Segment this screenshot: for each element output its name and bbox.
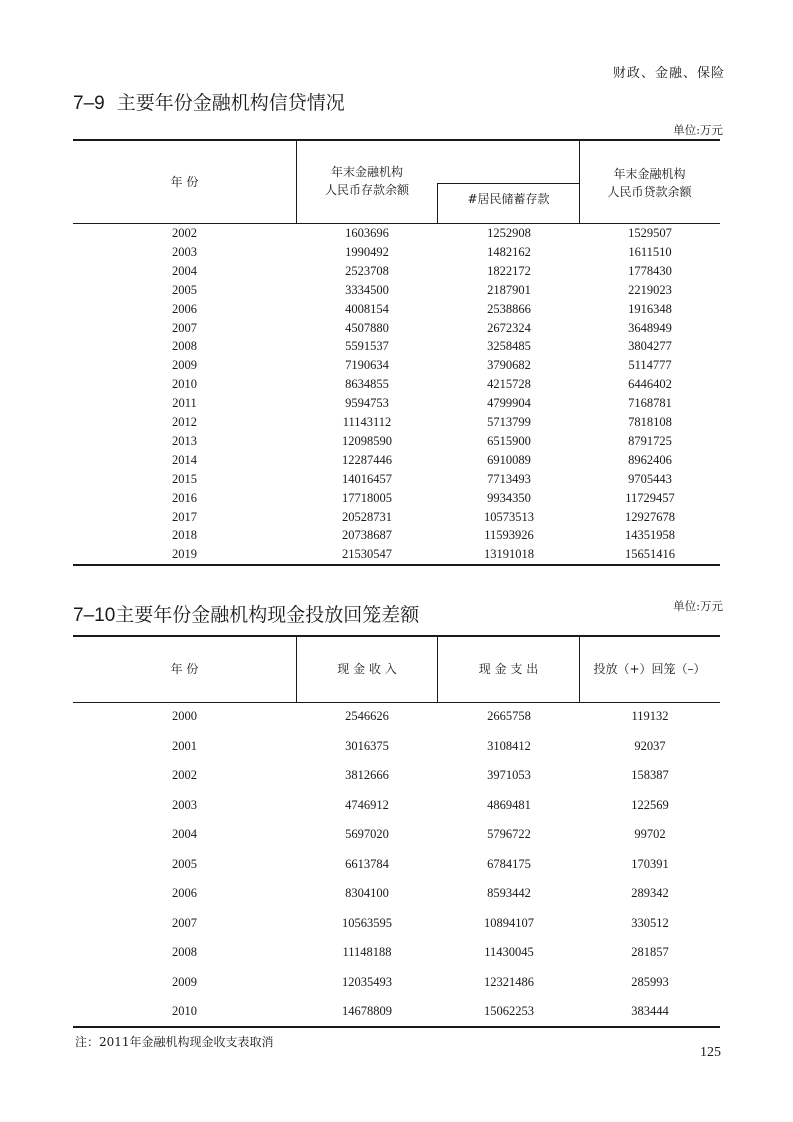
table-cell: 3334500 <box>345 282 389 297</box>
table-row <box>73 798 720 817</box>
table-cell: 8962406 <box>628 452 672 467</box>
table-cell: 17718005 <box>342 490 392 505</box>
table2-number: 7–10 <box>73 605 116 626</box>
table-cell: 281857 <box>631 945 669 959</box>
table-row <box>73 709 720 728</box>
table-cell: 4507880 <box>345 320 389 335</box>
table1-number: 7–9 <box>73 93 105 114</box>
table-cell: 2001 <box>172 738 197 753</box>
table-row <box>73 434 720 453</box>
table-cell: 5713799 <box>487 415 531 429</box>
chapter-header: 财政、金融、保险 <box>612 66 725 81</box>
table-cell: 15062253 <box>484 1004 534 1018</box>
table-row <box>73 264 720 283</box>
table2-unit: 单位:万元 <box>673 599 723 613</box>
table-cell: 12927678 <box>625 509 675 524</box>
table-cell: 2006 <box>172 301 197 316</box>
table-cell: 3108412 <box>487 738 531 753</box>
table-cell: 6910089 <box>487 452 531 467</box>
table-cell: 2008 <box>172 339 197 354</box>
table-cell: 12321486 <box>484 974 534 989</box>
table-cell: 330512 <box>631 915 669 930</box>
table-cell: 1990492 <box>345 244 389 259</box>
table-cell: 4008154 <box>345 301 389 316</box>
table-row <box>73 472 720 491</box>
table-cell: 3804277 <box>628 339 672 354</box>
table-cell: 5697020 <box>345 827 389 841</box>
table-cell: 5591537 <box>345 339 389 354</box>
table-cell: 2018 <box>172 528 197 543</box>
table2-bottom-rule <box>73 1026 720 1028</box>
table-cell: 2000 <box>172 709 197 723</box>
footnote: 注：2011年金融机构现金收支表取消 <box>75 1035 274 1049</box>
table-cell: 2002 <box>172 768 197 782</box>
table-cell: 14351958 <box>625 528 675 543</box>
table-cell: 2005 <box>172 282 197 297</box>
table-cell: 2007 <box>172 320 197 335</box>
table-cell: 2003 <box>172 244 197 259</box>
table-cell: 14016457 <box>342 471 392 486</box>
table-cell: 3648949 <box>628 320 672 335</box>
table-row <box>73 491 720 510</box>
table-row <box>73 945 720 964</box>
table-cell: 158387 <box>631 768 669 782</box>
table-row <box>73 415 720 434</box>
table-row <box>73 339 720 358</box>
table-cell: 3812666 <box>345 768 389 782</box>
table1-top-rule <box>73 139 720 141</box>
table1-unit: 单位:万元 <box>673 123 723 137</box>
table-cell: 170391 <box>631 856 669 871</box>
table-cell: 2006 <box>172 886 197 900</box>
table1-header-year: 年 份 <box>170 175 199 189</box>
table1-title: 主要年份金融机构信贷情况 <box>116 92 345 114</box>
table-cell: 92037 <box>634 738 666 753</box>
table-row <box>73 739 720 758</box>
table-cell: 2004 <box>172 263 197 278</box>
table1-header-loans-line2: 人民币贷款余额 <box>607 185 692 199</box>
table-cell: 1603696 <box>345 226 389 240</box>
table-cell: 119132 <box>631 709 669 723</box>
table-cell: 2665758 <box>487 709 531 723</box>
table-cell: 4746912 <box>345 797 389 812</box>
table-cell: 20528731 <box>342 509 392 524</box>
table-cell: 8304100 <box>345 886 389 900</box>
table2-header-year: 年 份 <box>170 662 199 676</box>
table-row <box>73 453 720 472</box>
table-cell: 2019 <box>172 547 197 562</box>
table-cell: 7168781 <box>628 396 672 411</box>
table-row <box>73 1004 720 1023</box>
table-cell: 2523708 <box>345 263 389 278</box>
table-row <box>73 916 720 935</box>
table-cell: 2012 <box>172 415 197 429</box>
table-row <box>73 886 720 905</box>
table-cell: 2013 <box>172 433 197 448</box>
table-cell: 4869481 <box>487 797 531 812</box>
table-row <box>73 226 720 245</box>
table-cell: 1916348 <box>628 301 672 316</box>
table-cell: 383444 <box>631 1004 669 1018</box>
table-cell: 1252908 <box>487 226 531 240</box>
table-cell: 2003 <box>172 797 197 812</box>
table-cell: 2004 <box>172 827 197 841</box>
table-cell: 9934350 <box>487 490 531 505</box>
table2-header-diff: 投放（+）回笼（–） <box>593 662 706 676</box>
table2-header-bottom-rule <box>73 702 720 703</box>
table-row <box>73 283 720 302</box>
table2-header-income: 现 金 收 入 <box>337 662 397 676</box>
table-cell: 6784175 <box>487 856 531 871</box>
table-cell: 8634855 <box>345 377 389 392</box>
table1-header-deposits-line1: 年末金融机构 <box>330 165 403 179</box>
table-cell: 10894107 <box>484 915 534 930</box>
table2-title: 主要年份金融机构现金投放回笼差额 <box>115 604 420 626</box>
table-cell: 1778430 <box>628 263 672 278</box>
table-cell: 12035493 <box>342 974 392 989</box>
table-cell: 2016 <box>172 490 197 505</box>
table-cell: 6613784 <box>345 856 389 871</box>
table-row <box>73 358 720 377</box>
table-row <box>73 510 720 529</box>
table-row <box>73 302 720 321</box>
table-cell: 289342 <box>631 886 669 900</box>
table-cell: 15651416 <box>625 547 675 562</box>
table-cell: 1482162 <box>487 244 531 259</box>
table1-subheader-rule <box>437 183 580 184</box>
table-cell: 5114777 <box>628 358 672 373</box>
table-cell: 1529507 <box>628 226 672 240</box>
table-cell: 4215728 <box>487 377 531 392</box>
table-cell: 2219023 <box>628 282 672 297</box>
table-cell: 13191018 <box>484 547 534 562</box>
table-cell: 7713493 <box>487 471 531 486</box>
table-cell: 3971053 <box>487 768 531 782</box>
table-cell: 99702 <box>634 827 666 841</box>
table-cell: 12287446 <box>342 452 392 467</box>
table2-header-expense: 现 金 支 出 <box>478 662 539 676</box>
table1-header-deposits <box>296 163 438 199</box>
table-row <box>73 827 720 846</box>
table-cell: 2009 <box>172 974 197 989</box>
table-cell: 122569 <box>631 797 669 812</box>
table-cell: 11148188 <box>342 945 392 959</box>
table-cell: 1822172 <box>487 263 531 278</box>
page-number: 125 <box>700 1045 721 1060</box>
table-cell: 2538866 <box>487 301 531 316</box>
table-cell: 2017 <box>172 509 197 524</box>
table1-title-block <box>73 88 345 115</box>
table-cell: 2009 <box>172 358 197 373</box>
table-cell: 8791725 <box>628 433 672 448</box>
table-cell: 3258485 <box>487 339 531 354</box>
table-row <box>73 245 720 264</box>
table-cell: 12098590 <box>342 433 392 448</box>
table-row <box>73 528 720 547</box>
table-row <box>73 975 720 994</box>
table1-header-loans-line1: 年末金融机构 <box>613 167 686 181</box>
table-row <box>73 857 720 876</box>
table-cell: 11729457 <box>625 490 675 505</box>
table-cell: 7190634 <box>345 358 389 373</box>
table1-header-loans <box>579 165 720 201</box>
table-cell: 3790682 <box>487 358 531 373</box>
table-cell: 11430045 <box>484 945 534 959</box>
table-cell: 21530547 <box>342 547 392 562</box>
table-cell: 11593926 <box>484 528 534 543</box>
table-row <box>73 377 720 396</box>
table1-header-savings: #居民储蓄存款 <box>467 192 550 206</box>
table-cell: 2015 <box>172 471 197 486</box>
table-cell: 7818108 <box>628 415 672 429</box>
table-cell: 8593442 <box>487 886 531 900</box>
table-cell: 5796722 <box>487 827 531 841</box>
table-cell: 10563595 <box>342 915 392 930</box>
table1-header-deposits-line2: 人民币存款余额 <box>324 183 409 197</box>
table-cell: 2014 <box>172 452 197 467</box>
table-cell: 2187901 <box>487 282 531 297</box>
table-cell: 4799904 <box>487 396 531 411</box>
table-cell: 2002 <box>172 226 197 240</box>
table-cell: 2008 <box>172 945 197 959</box>
table-cell: 2672324 <box>487 320 531 335</box>
table-cell: 14678809 <box>342 1004 392 1018</box>
table-cell: 20738687 <box>342 528 392 543</box>
table1-bottom-rule <box>73 564 720 566</box>
table-cell: 6446402 <box>628 377 672 392</box>
table-cell: 1611510 <box>628 244 672 259</box>
table1-header-bottom-rule <box>73 223 720 224</box>
table-cell: 2010 <box>172 377 197 392</box>
table-cell: 6515900 <box>487 433 531 448</box>
table-cell: 11143112 <box>342 415 392 429</box>
table-cell: 9705443 <box>628 471 672 486</box>
table-row <box>73 768 720 787</box>
table-row <box>73 396 720 415</box>
table2-top-rule <box>73 635 720 637</box>
table-cell: 285993 <box>631 974 669 989</box>
table-cell: 3016375 <box>345 738 389 753</box>
table-cell: 9594753 <box>345 396 389 411</box>
table-cell: 10573513 <box>484 509 534 524</box>
table2-title-block <box>73 600 419 627</box>
table-cell: 2011 <box>172 396 197 411</box>
table-cell: 2010 <box>172 1004 197 1018</box>
table-cell: 2005 <box>172 856 197 871</box>
table-row <box>73 321 720 340</box>
table-cell: 2546626 <box>345 709 389 723</box>
table-cell: 2007 <box>172 915 197 930</box>
